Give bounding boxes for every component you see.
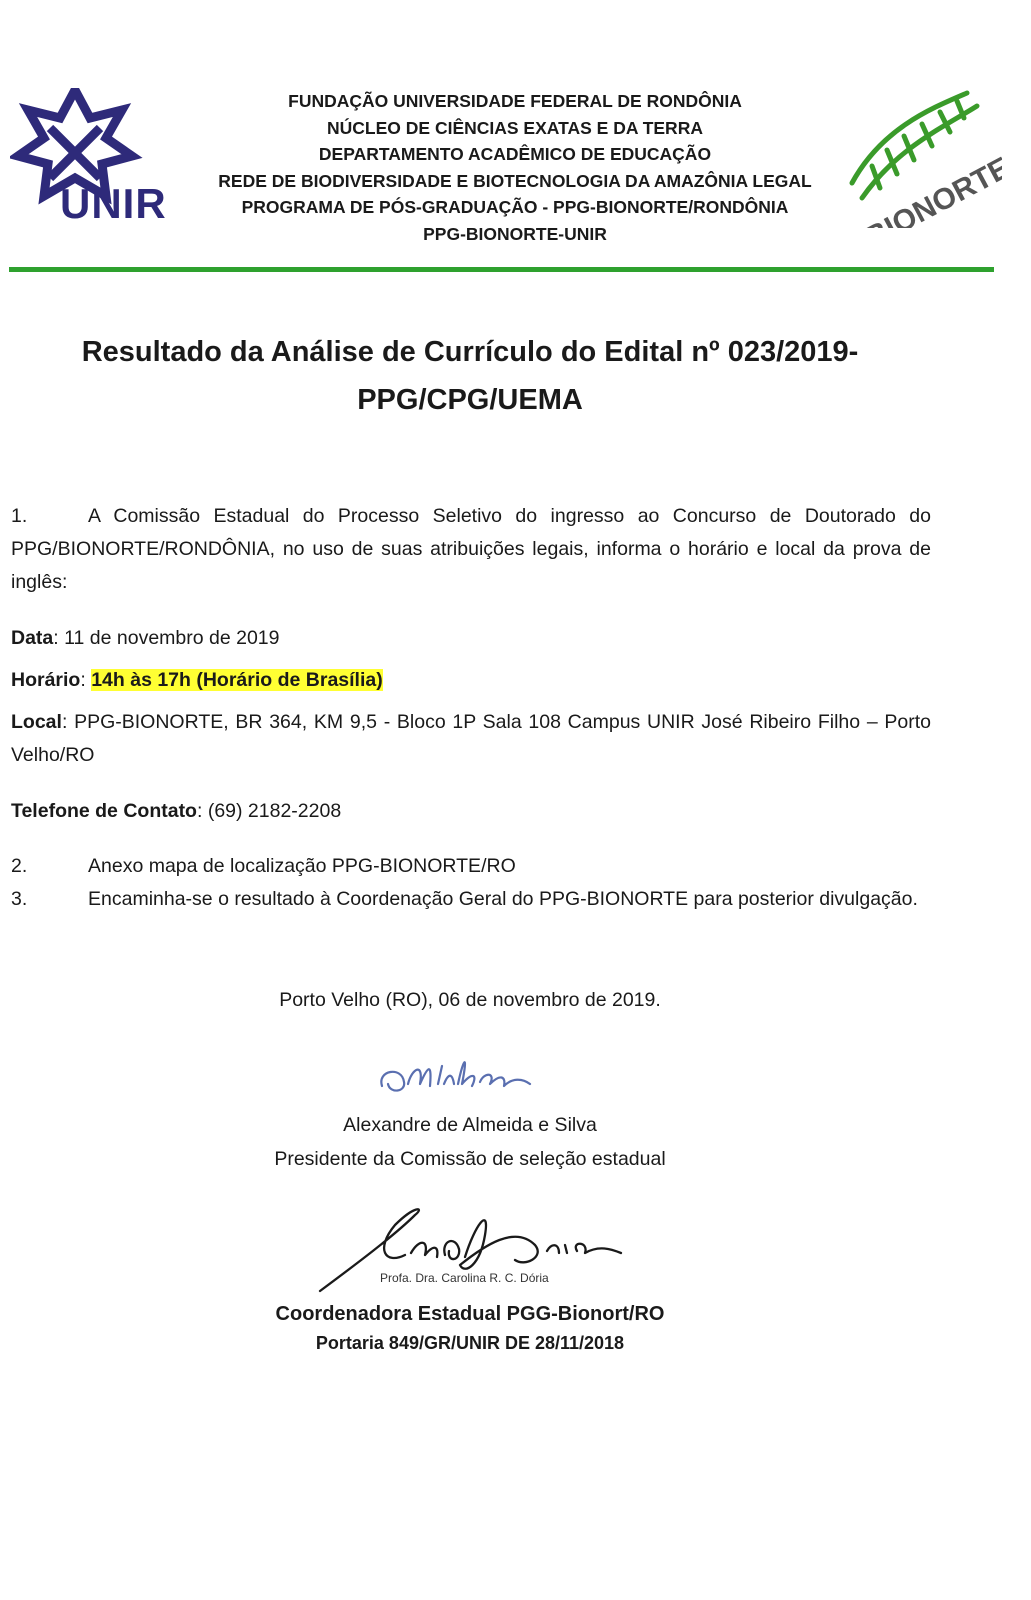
field-value: : 11 de novembro de 2019 xyxy=(53,627,280,649)
header-line: PROGRAMA DE PÓS-GRADUAÇÃO - PPG-BIONORTE/RONDÔNIA xyxy=(241,197,789,217)
bionorte-logo-text: BIONORTE xyxy=(860,150,1002,228)
header-line: DEPARTAMENTO ACADÊMICO DE EDUCAÇÃO xyxy=(318,144,712,164)
field-label: Horário xyxy=(11,669,81,691)
field-horario xyxy=(11,664,931,697)
title-line-2: PPG/CPG/UEMA xyxy=(357,384,583,416)
item-text: Encaminha-se o resultado à Coordenação Geral do PPG-BIONORTE para posterior divulgação. xyxy=(88,888,918,910)
item-number: 3. xyxy=(11,888,28,910)
header-line: FUNDAÇÃO UNIVERSIDADE FEDERAL DE RONDÔNIA xyxy=(288,91,742,111)
field-label: Data xyxy=(11,627,54,649)
item-text: Anexo mapa de localização PPG-BIONORTE/RO xyxy=(88,855,516,877)
field-value: : (69) 2182-2208 xyxy=(196,800,342,822)
title-line-1: Resultado da Análise de Currículo do Edital nº 023/2019- xyxy=(81,336,859,368)
header-line: PPG-BIONORTE-UNIR xyxy=(423,223,607,244)
item-3 xyxy=(11,883,931,916)
item-number: 1. xyxy=(11,505,28,527)
unir-logo xyxy=(10,88,185,228)
signatory-1-role: Presidente da Comissão de seleção estadual xyxy=(274,1148,666,1170)
header-line: NÚCLEO DE CIÊNCIAS EXATAS E DA TERRA xyxy=(327,117,703,138)
item-text: A Comissão Estadual do Processo Seletivo do ingresso ao Concurso de Doutorado do PPG/BIONORTE/RONDÔNIA, no uso de suas atribuições legais, informa o horário e local da prova de inglês: xyxy=(11,505,931,593)
field-value: : PPG-BIONORTE, BR 364, KM 9,5 - Bloco 1P Sala 108 Campus UNIR José Ribeiro Filho – Porto Velho/RO xyxy=(11,711,931,766)
highlighted-time: 14h às 17h (Horário de Brasília) xyxy=(91,669,383,691)
date-place: Porto Velho (RO), 06 de novembro de 2019. xyxy=(279,989,661,1011)
dna-helix-icon xyxy=(842,88,1002,228)
signature-2 xyxy=(315,1205,635,1295)
field-label: Local xyxy=(11,711,62,733)
field-label: Telefone de Contato xyxy=(11,800,197,822)
stamp-name: Profa. Dra. Carolina R. C. Dória xyxy=(380,1271,549,1285)
document-title xyxy=(40,328,900,424)
signatory-2-role: Coordenadora Estadual PGG-Bionort/RO xyxy=(275,1303,665,1325)
field-data xyxy=(11,622,931,655)
bionorte-logo xyxy=(842,88,1002,228)
field-local xyxy=(11,706,931,772)
field-telefone xyxy=(11,795,931,828)
header-line: REDE DE BIODIVERSIDADE E BIOTECNOLOGIA DA AMAZÔNIA LEGAL xyxy=(218,170,812,191)
field-separator: : xyxy=(80,669,92,691)
signatory-1-name: Alexandre de Almeida e Silva xyxy=(343,1114,597,1136)
unir-logo-text: UNIR xyxy=(60,180,167,227)
item-number: 2. xyxy=(11,855,28,877)
signature-1 xyxy=(372,1048,567,1104)
header-divider xyxy=(9,267,994,272)
item-1 xyxy=(11,500,931,599)
institution-header xyxy=(180,88,850,247)
item-2 xyxy=(11,850,931,883)
signatory-2-portaria: Portaria 849/GR/UNIR DE 28/11/2018 xyxy=(315,1333,625,1353)
